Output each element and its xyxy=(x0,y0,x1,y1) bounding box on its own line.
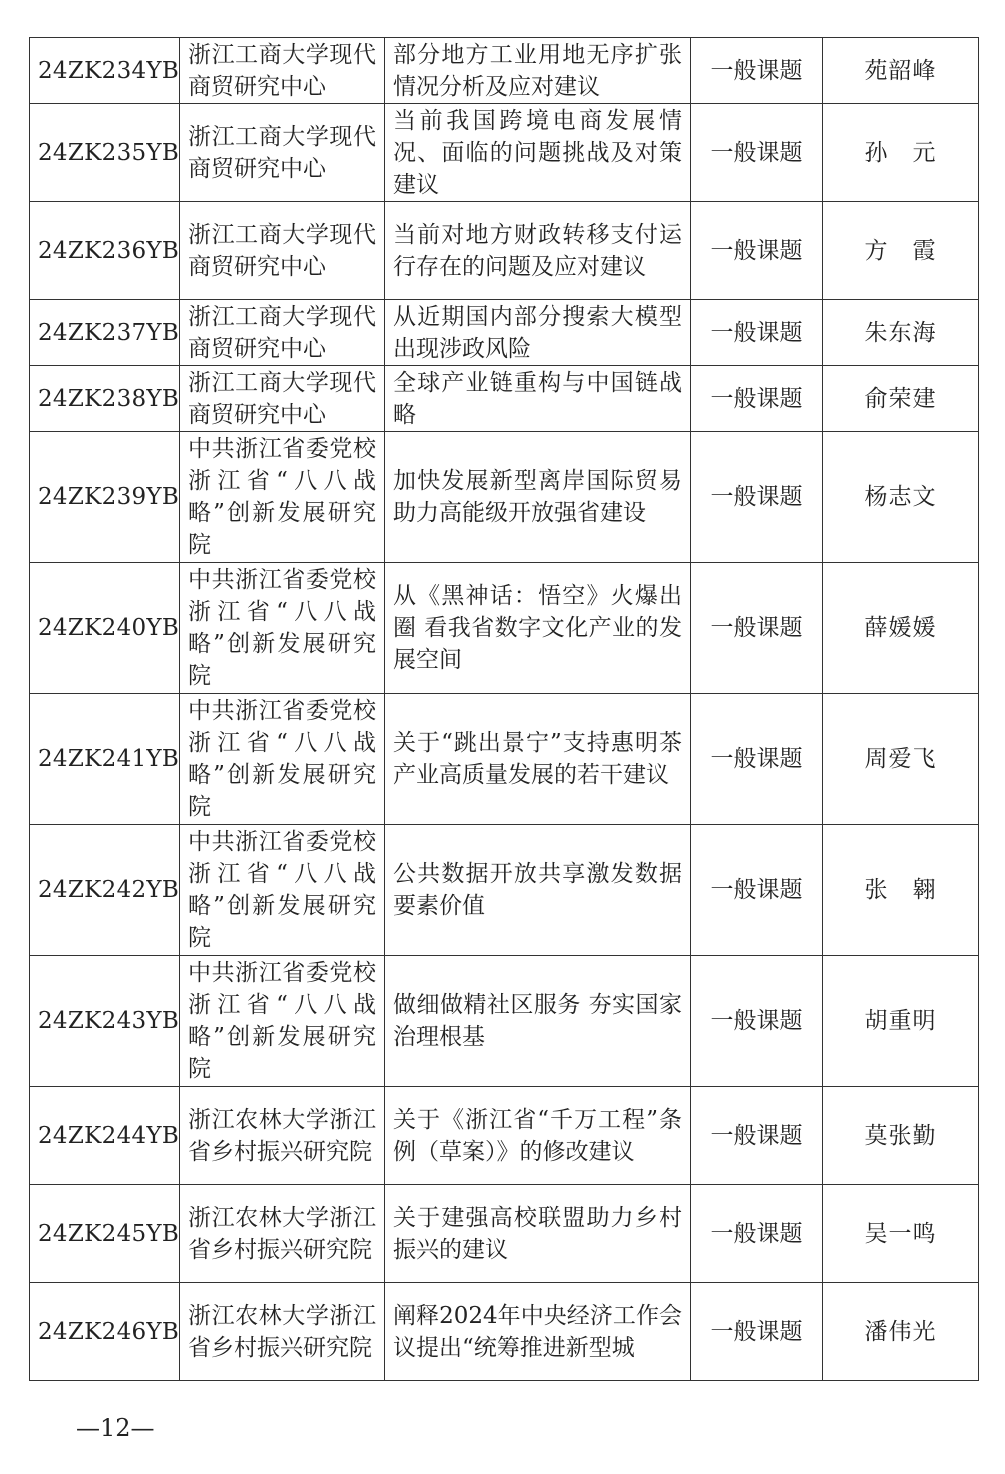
project-topic: 部分地方工业用地无序扩张情况分析及应对建议 xyxy=(385,38,691,104)
project-topic: 关于《浙江省“千万工程”条例（草案）》的修改建议 xyxy=(385,1087,691,1185)
project-code: 24ZK243YB xyxy=(30,956,180,1087)
project-type: 一般课题 xyxy=(691,432,823,563)
research-unit: 中共浙江省委党校浙江省“八八战略”创新发展研究院 xyxy=(180,563,385,694)
research-unit: 中共浙江省委党校浙江省“八八战略”创新发展研究院 xyxy=(180,956,385,1087)
table-row xyxy=(30,38,979,104)
research-unit: 浙江工商大学现代商贸研究中心 xyxy=(180,38,385,104)
research-unit: 中共浙江省委党校浙江省“八八战略”创新发展研究院 xyxy=(180,432,385,563)
table-row xyxy=(30,956,979,1087)
project-leader: 孙 元 xyxy=(823,104,979,202)
project-code: 24ZK234YB xyxy=(30,38,180,104)
table-row xyxy=(30,1087,979,1185)
project-leader: 俞荣建 xyxy=(823,366,979,432)
project-topic: 做细做精社区服务 夯实国家治理根基 xyxy=(385,956,691,1087)
project-leader: 杨志文 xyxy=(823,432,979,563)
project-topic: 从近期国内部分搜索大模型出现涉政风险 xyxy=(385,300,691,366)
project-code: 24ZK244YB xyxy=(30,1087,180,1185)
research-unit: 浙江农林大学浙江省乡村振兴研究院 xyxy=(180,1185,385,1283)
project-topic: 从《黑神话：悟空》火爆出圈 看我省数字文化产业的发展空间 xyxy=(385,563,691,694)
project-type: 一般课题 xyxy=(691,202,823,300)
research-unit: 浙江农林大学浙江省乡村振兴研究院 xyxy=(180,1283,385,1381)
project-topic: 当前我国跨境电商发展情况、面临的问题挑战及对策建议 xyxy=(385,104,691,202)
project-topic: 阐释2024年中央经济工作会议提出“统筹推进新型城 xyxy=(385,1283,691,1381)
table-row xyxy=(30,300,979,366)
project-code: 24ZK236YB xyxy=(30,202,180,300)
table-row xyxy=(30,104,979,202)
table-row xyxy=(30,563,979,694)
project-code: 24ZK241YB xyxy=(30,694,180,825)
page-number: —12— xyxy=(76,1414,155,1442)
project-type: 一般课题 xyxy=(691,825,823,956)
project-leader: 方 霞 xyxy=(823,202,979,300)
project-leader: 苑韶峰 xyxy=(823,38,979,104)
table-row xyxy=(30,825,979,956)
research-unit: 浙江工商大学现代商贸研究中心 xyxy=(180,366,385,432)
project-leader: 莫张勤 xyxy=(823,1087,979,1185)
project-leader: 张 翱 xyxy=(823,825,979,956)
project-leader: 薛媛媛 xyxy=(823,563,979,694)
project-leader: 吴一鸣 xyxy=(823,1185,979,1283)
project-type: 一般课题 xyxy=(691,38,823,104)
project-leader: 潘伟光 xyxy=(823,1283,979,1381)
project-code: 24ZK242YB xyxy=(30,825,180,956)
project-type: 一般课题 xyxy=(691,366,823,432)
project-topic: 关于建强高校联盟助力乡村振兴的建议 xyxy=(385,1185,691,1283)
project-topic: 全球产业链重构与中国链战略 xyxy=(385,366,691,432)
table-row xyxy=(30,694,979,825)
project-type: 一般课题 xyxy=(691,956,823,1087)
project-code: 24ZK240YB xyxy=(30,563,180,694)
project-type: 一般课题 xyxy=(691,300,823,366)
research-unit: 中共浙江省委党校浙江省“八八战略”创新发展研究院 xyxy=(180,825,385,956)
project-type: 一般课题 xyxy=(691,104,823,202)
table-row xyxy=(30,1185,979,1283)
table-row xyxy=(30,1283,979,1381)
table-row xyxy=(30,366,979,432)
project-topic: 公共数据开放共享激发数据要素价值 xyxy=(385,825,691,956)
research-unit: 浙江工商大学现代商贸研究中心 xyxy=(180,104,385,202)
project-code: 24ZK246YB xyxy=(30,1283,180,1381)
project-type: 一般课题 xyxy=(691,563,823,694)
research-unit: 中共浙江省委党校浙江省“八八战略”创新发展研究院 xyxy=(180,694,385,825)
project-code: 24ZK239YB xyxy=(30,432,180,563)
project-type: 一般课题 xyxy=(691,1185,823,1283)
research-unit: 浙江农林大学浙江省乡村振兴研究院 xyxy=(180,1087,385,1185)
project-code: 24ZK245YB xyxy=(30,1185,180,1283)
project-topic: 当前对地方财政转移支付运行存在的问题及应对建议 xyxy=(385,202,691,300)
project-type: 一般课题 xyxy=(691,694,823,825)
project-table xyxy=(29,37,979,1381)
table-row xyxy=(30,202,979,300)
project-topic: 关于“跳出景宁”支持惠明茶产业高质量发展的若干建议 xyxy=(385,694,691,825)
project-leader: 周爱飞 xyxy=(823,694,979,825)
project-topic: 加快发展新型离岸国际贸易 助力高能级开放强省建设 xyxy=(385,432,691,563)
project-type: 一般课题 xyxy=(691,1087,823,1185)
research-unit: 浙江工商大学现代商贸研究中心 xyxy=(180,202,385,300)
project-type: 一般课题 xyxy=(691,1283,823,1381)
project-code: 24ZK235YB xyxy=(30,104,180,202)
project-leader: 胡重明 xyxy=(823,956,979,1087)
project-code: 24ZK237YB xyxy=(30,300,180,366)
project-code: 24ZK238YB xyxy=(30,366,180,432)
research-unit: 浙江工商大学现代商贸研究中心 xyxy=(180,300,385,366)
project-leader: 朱东海 xyxy=(823,300,979,366)
table-row xyxy=(30,432,979,563)
